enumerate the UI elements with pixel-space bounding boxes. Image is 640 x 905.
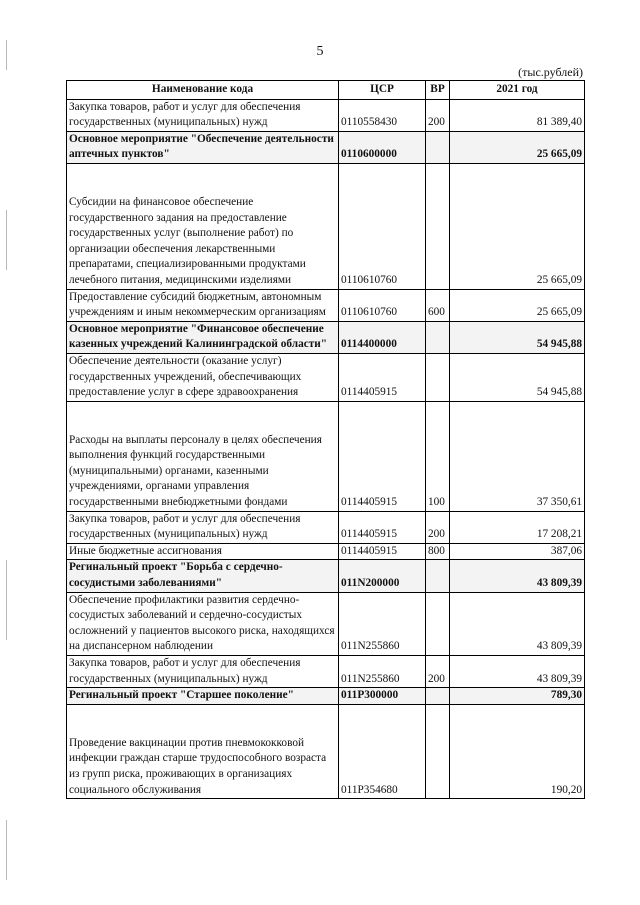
cell-amount: 43 809,39 (450, 656, 585, 688)
cell-csr: 0114405915 (339, 401, 426, 511)
cell-name: Проведение вакцинации против пневмококковой инфекции граждан старше трудоспособного возраста из групп риска, проживающих в организациях социального обслуживания (67, 704, 339, 798)
cell-name: Регинальный проект "Старшее поколение" (67, 688, 339, 705)
cell-vr: 200 (426, 511, 450, 543)
cell-csr: 0110610760 (339, 289, 426, 321)
table-body (67, 99, 585, 799)
cell-name: Обеспечение деятельности (оказание услуг) государственных учреждений, обеспечивающих предоставление услуг в сфере здравоохранения (67, 353, 339, 401)
budget-table (66, 80, 585, 799)
scan-edge-mark (6, 210, 7, 270)
cell-vr (426, 592, 450, 655)
cell-amount: 190,20 (450, 704, 585, 798)
cell-amount: 25 665,09 (450, 163, 585, 289)
cell-name: Основное мероприятие "Обеспечение деятельности аптечных пунктов" (67, 131, 339, 163)
table-row (67, 511, 585, 543)
cell-csr: 011N255860 (339, 656, 426, 688)
cell-vr (426, 704, 450, 798)
table-row (67, 401, 585, 511)
cell-name: Закупка товаров, работ и услуг для обеспечения государственных (муниципальных) нужд (67, 99, 339, 131)
cell-vr: 100 (426, 401, 450, 511)
scan-edge-mark (6, 820, 7, 880)
cell-vr: 600 (426, 289, 450, 321)
header-vr: ВР (426, 81, 450, 100)
cell-vr: 200 (426, 656, 450, 688)
cell-csr: 0114405915 (339, 353, 426, 401)
header-year: 2021 год (450, 81, 585, 100)
cell-name: Расходы на выплаты персоналу в целях обеспечения выполнения функций государственными (муниципальными) органами, казенными учреждениями, органами управления государственными внебюджетными фондами (67, 401, 339, 511)
cell-vr (426, 321, 450, 353)
scan-edge-mark (6, 560, 7, 640)
cell-csr: 011N255860 (339, 592, 426, 655)
table-row (67, 656, 585, 688)
cell-amount: 37 350,61 (450, 401, 585, 511)
cell-csr: 011P300000 (339, 688, 426, 705)
cell-amount: 789,30 (450, 688, 585, 705)
cell-vr (426, 688, 450, 705)
cell-vr (426, 560, 450, 592)
cell-name: Основное мероприятие "Финансовое обеспечение казенных учреждений Калининградской области" (67, 321, 339, 353)
cell-name: Регинальный проект "Борьба с сердечно-сосудистыми заболеваниями" (67, 560, 339, 592)
table-row (67, 592, 585, 655)
cell-amount: 81 389,40 (450, 99, 585, 131)
table-row (67, 704, 585, 798)
table-row (67, 321, 585, 353)
cell-csr: 0110610760 (339, 163, 426, 289)
cell-name: Закупка товаров, работ и услуг для обеспечения государственных (муниципальных) нужд (67, 511, 339, 543)
cell-csr: 0110600000 (339, 131, 426, 163)
cell-amount: 43 809,39 (450, 592, 585, 655)
cell-vr: 800 (426, 543, 450, 560)
cell-name: Иные бюджетные ассигнования (67, 543, 339, 560)
cell-name: Обеспечение профилактики развития сердечно-сосудистых заболеваний и сердечно-сосудистых осложнений у пациентов высокого риска, находящихся на диспансерном наблюдении (67, 592, 339, 655)
cell-csr: 011N200000 (339, 560, 426, 592)
table-row (67, 543, 585, 560)
cell-name: Закупка товаров, работ и услуг для обеспечения государственных (муниципальных) нужд (67, 656, 339, 688)
cell-amount: 25 665,09 (450, 289, 585, 321)
table-row (67, 99, 585, 131)
cell-name: Предоставление субсидий бюджетным, автономным учреждениям и иным некоммерческим организациям (67, 289, 339, 321)
cell-csr: 011P354680 (339, 704, 426, 798)
cell-amount: 387,06 (450, 543, 585, 560)
cell-csr: 0114405915 (339, 543, 426, 560)
page-number: 5 (316, 44, 324, 59)
cell-vr (426, 163, 450, 289)
cell-vr: 200 (426, 99, 450, 131)
table-row (67, 353, 585, 401)
table-row (67, 688, 585, 705)
table-row (67, 131, 585, 163)
table-row (67, 163, 585, 289)
cell-csr: 0110558430 (339, 99, 426, 131)
cell-csr: 0114405915 (339, 511, 426, 543)
scan-edge-mark (6, 40, 7, 70)
cell-amount: 25 665,09 (450, 131, 585, 163)
cell-amount: 54 945,88 (450, 321, 585, 353)
cell-vr (426, 353, 450, 401)
table-header-row (67, 81, 585, 100)
header-csr: ЦСР (339, 81, 426, 100)
cell-amount: 54 945,88 (450, 353, 585, 401)
header-name: Наименование кода (67, 81, 339, 100)
units-label: (тыс.рублей) (518, 65, 583, 79)
cell-name: Субсидии на финансовое обеспечение государственного задания на предоставление государственных услуг (выполнение работ) по организации обеспечения лекарственными препаратами, специализированными продуктами лечебного питания, медицинскими изделиями (67, 163, 339, 289)
cell-csr: 0114400000 (339, 321, 426, 353)
cell-amount: 43 809,39 (450, 560, 585, 592)
cell-amount: 17 208,21 (450, 511, 585, 543)
cell-vr (426, 131, 450, 163)
table-row (67, 560, 585, 592)
table-row (67, 289, 585, 321)
